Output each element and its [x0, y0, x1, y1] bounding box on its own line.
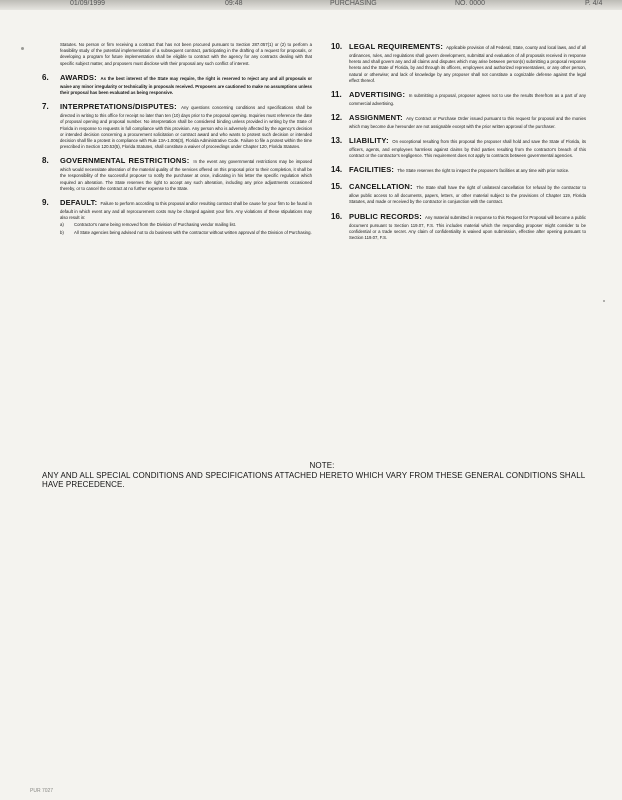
section-heading: ASSIGNMENT: [349, 113, 403, 123]
right-column [331, 42, 586, 247]
section-number: 15. [331, 182, 343, 192]
section-governmental-restrictions [42, 156, 312, 192]
list-item [60, 222, 312, 228]
section-text: Any questions concerning conditions and specifications shall be directed in writing to this office for receipt no later than ten (10) days prior to the proposal opening. Inquiries must reference the date of proposal opening and proposal number. No interpretation shall be considered binding unless provided in writing by the State of Florida in response to requests in full compliance with this provision. Any person who is adversely affected by the agency's decision or intended decision concerning a procurement solicitation or contract award and who wants to protest such decision or intended decision shall file a protest in compliance with Rule 13A-1.006(3), Florida Administrative Code. Failure to file a protest within the time prescribed in Section 120.53(5), Florida Statutes, shall constitute a waiver of proceedings under Chapter 120, Florida Statutes. [60, 105, 312, 150]
fax-header-field: PURCHASING [330, 0, 377, 7]
continued-paragraph: Statutes. No person or firm receiving a contract that has not been procured pursuant to Section 287.057(1) or (2) to perform a feasibility study of the potential implementation of a subsequent contract, participating in the drafting of a request for proposals, or developing a program for future implementation shall be eligible to contract with the agency for any contracts dealing with that specific subject matter, and proposers must disclose with their proposal any such conflict of interest. [60, 42, 312, 66]
section-facilities [331, 165, 586, 176]
section-text: The State reserves the right to inspect the proposer's facilities at any time with prior notice. [397, 168, 570, 174]
list-item-label: b) [60, 229, 64, 235]
list-item [60, 230, 312, 236]
section-number: 7. [42, 102, 49, 112]
list-item-text: Contractor's name being removed from the Division of Purchasing vendor mailing list. [74, 222, 237, 228]
section-body [349, 90, 586, 107]
section-legal-requirements [331, 42, 586, 84]
section-liability [331, 136, 586, 159]
section-heading: LIABILITY: [349, 136, 389, 146]
section-number: 11. [331, 89, 342, 99]
section-number: 9. [42, 198, 49, 208]
section-heading: FACILITIES: [349, 165, 395, 175]
section-body [60, 156, 312, 192]
section-number: 12. [331, 113, 343, 123]
section-default [42, 198, 312, 236]
section-heading: DEFAULT: [60, 198, 98, 208]
section-body [60, 102, 312, 150]
section-lead-text: As the best interest of the State may require, the right is reserved to reject any and all proposals or waive any minor irregularity or technicality in proposals received. Proposers are cautioned to make no assumptions unless their proposal has been evaluated as being responsive. [60, 75, 312, 95]
section-advertising [331, 90, 586, 107]
section-text: In the event any governmental restrictions may be imposed which would necessitate alteration of the material quality of the services offered on this proposal prior to their completion, it shall be the responsibility of the successful proposer to notify the purchaser at once, indicating in his letter the specific regulation which required an alteration. The State reserves the right to accept any such alteration, including any price adjustments occasioned thereby, or to cancel the contract at no further expense to the State. [60, 159, 312, 191]
section-heading: INTERPRETATIONS/DISPUTES: [60, 102, 177, 112]
note-text: ANY AND ALL SPECIAL CONDITIONS AND SPECIFICATIONS ATTACHED HERETO WHICH VARY FROM THESE GENERAL CONDITIONS SHALL HAVE PRECEDENCE. [42, 471, 586, 490]
section-heading: AWARDS: [60, 72, 97, 82]
section-number: 8. [42, 156, 49, 166]
section-body [349, 136, 586, 159]
fax-header-field: NO. 0000 [455, 0, 485, 7]
section-body [349, 212, 586, 242]
section-body [349, 182, 586, 205]
section-body [60, 198, 312, 236]
section-text: The State shall have the right of unilateral cancellation for refusal by the contractor to allow public access to all documents, papers, letters, or other material subject to the provisions of Chapter 119, Florida Statutes, and made or received by the contractor in conjunction with the contract. [349, 185, 586, 205]
section-number: 10. [331, 42, 343, 51]
section-public-records [331, 212, 586, 242]
fax-header-field: 09:48 [225, 0, 243, 7]
list-item-text: All State agencies being advised not to do business with the contractor without written approval of the Division of Purchasing. [74, 229, 312, 235]
section-awards [42, 73, 312, 96]
section-number: 6. [42, 72, 49, 82]
section-number: 16. [331, 211, 343, 221]
fax-header-field: P. 4/4 [585, 0, 603, 7]
section-heading: GOVERNMENTAL RESTRICTIONS: [60, 156, 190, 166]
fax-header-field: 01/09/1999 [70, 0, 106, 7]
footer-form-number: PUR 7027 [30, 788, 54, 794]
note-title: NOTE: [309, 461, 335, 470]
section-assignment [331, 113, 586, 130]
section-text: Failure to perform according to this proposal and/or resulting contract shall be cause for your firm to be found in default in which event any and all reprocurement costs may be charged against your firm. Any violations of these stipulations may also result in: [60, 201, 312, 221]
left-column [42, 42, 312, 242]
scan-speck [21, 47, 24, 50]
section-interpretations-disputes [42, 102, 312, 150]
scan-speck [603, 300, 605, 302]
section-body [349, 165, 586, 176]
section-text: Applicable provision of all Federal, State, county and local laws, and of all ordinances, rules, and regulations shall govern development, submittal and evaluation of all proposals received in response hereto and shall govern any and all claims and disputes which may arise between person(s) submitting a proposal response hereto and the State of Florida, by and through its officers, employees and authorized representatives, or any other person, natural or otherwise; and lack of knowledge by any proposer shall not constitute a cognizable defense against the legal effect thereof. [349, 45, 586, 83]
section-body [349, 42, 586, 84]
section-heading: ADVERTISING: [349, 89, 406, 99]
section-number: 14. [331, 165, 343, 175]
section-text: On exceptional resulting from this proposal the proposer shall hold and save the State of Florida, its officers, agents, and employees harmless against claims by third parties resulting from the contractor's breach of this contract or the contractor's negligence. This requirement does not apply to contracts between governmental agencies. [349, 139, 586, 159]
section-heading: CANCELLATION: [349, 182, 413, 192]
section-text: Any material submitted in response to this Request for Proposal will become a public document pursuant to Section 119.07, F.S. This includes material which the responding proposer might consider to be confidential or a trade secret. Any claim of confidentiality is waived upon submission, effective after opening pursuant to Section 119.07, F.S. [349, 214, 586, 240]
section-text: In submitting a proposal, proposer agrees not to use the results therefrom as a part of any commercial advertising. [349, 92, 586, 106]
list-item-label: a) [60, 222, 64, 228]
section-text: Any Contract or Purchase Order issued pursuant to this request for proposal and the monies which may become due hereunder are not assignable except with the prior written approval of the purchaser. [349, 116, 586, 129]
section-number: 13. [331, 136, 343, 146]
section-cancellation [331, 182, 586, 205]
precedence-note [42, 461, 602, 490]
fax-header-strip [0, 0, 622, 10]
section-heading: PUBLIC RECORDS: [349, 211, 423, 221]
section-body [349, 113, 586, 130]
section-body [60, 73, 312, 96]
section-heading: LEGAL REQUIREMENTS: [349, 42, 444, 51]
